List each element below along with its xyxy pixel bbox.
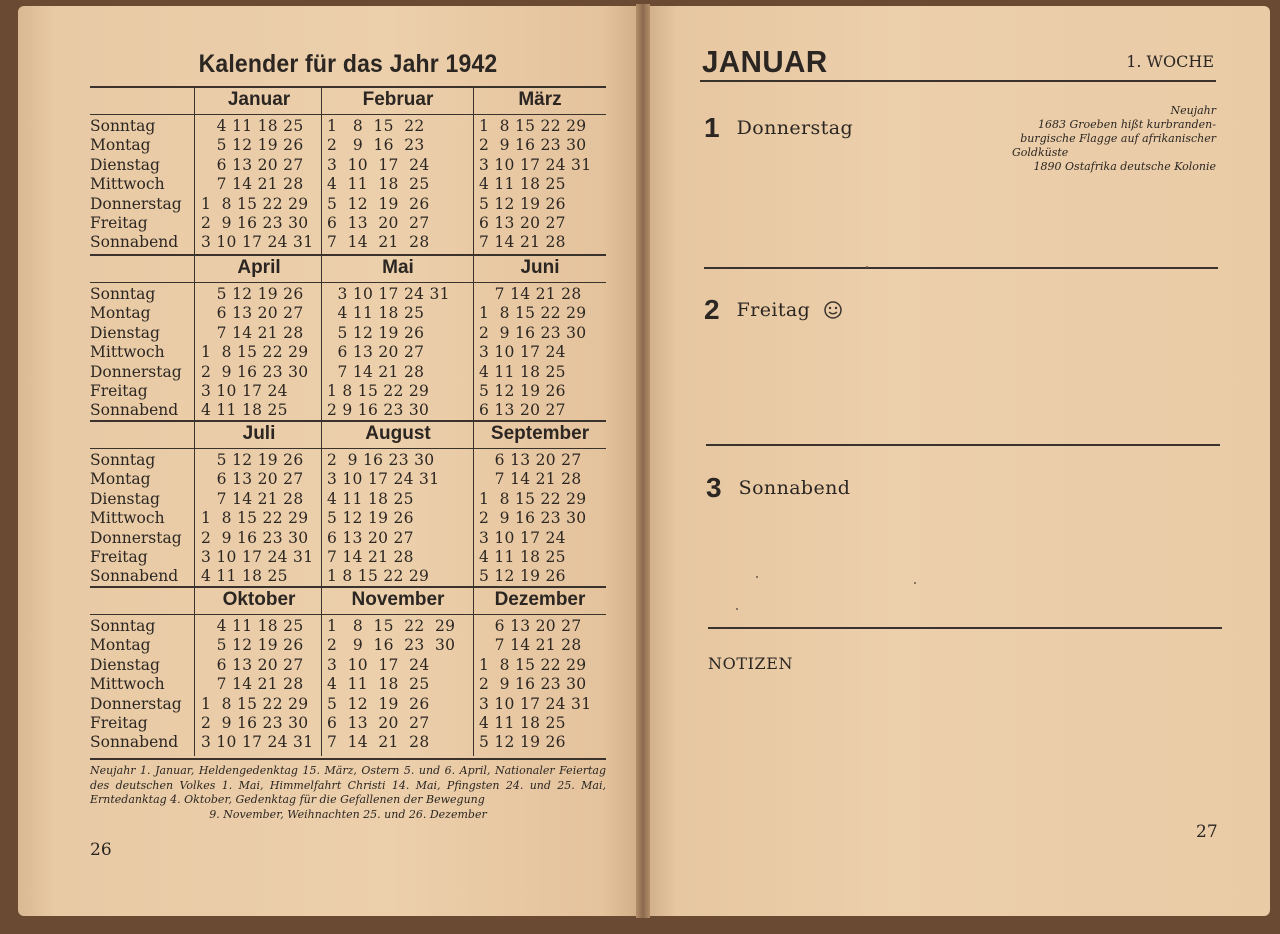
event-line-4: 1890 Ostafrika deutsche Kolonie	[1033, 160, 1216, 173]
date-row: 3 10 17 24 31	[201, 233, 314, 252]
calendar-bottom-rule	[90, 758, 606, 760]
date-row: 7 14 21 28	[479, 233, 566, 252]
date-row: 6 13 20 27	[479, 451, 582, 469]
weekday-label: Donnerstag	[90, 362, 182, 381]
date-row: 3 10 17 24 31	[479, 155, 592, 174]
holidays-footnote-main: Neujahr 1. Januar, Heldengedenktag 15. März, Ostern 5. und 6. April, Nationaler Feiertag des deutschen Volkes 1. Mai, Himmelfahrt Christi 14. Mai, Pfingsten 24. und 25. Mai, Erntedanktag 4. Oktober, Gedenktag für die Gefallenen der Bewegung	[90, 764, 606, 806]
header-underline	[90, 282, 606, 283]
date-row: 6 13 20 27	[327, 343, 425, 362]
column-divider	[194, 422, 195, 590]
weekday-label: Sonnabend	[90, 401, 179, 420]
date-row: 1 8 15 22 29	[327, 382, 430, 400]
header-rule	[700, 80, 1216, 82]
date-row: 4 11 18 25	[479, 175, 566, 194]
holidays-footnote	[90, 764, 606, 822]
date-row: 1 8 15 22 29	[479, 117, 587, 135]
date-row: 6 13 20 27	[479, 214, 566, 232]
date-row: 5 12 19 26	[479, 567, 566, 586]
date-row: 4 11 18 25	[479, 548, 566, 566]
event-line-3: Goldküste	[1012, 146, 1069, 159]
date-row: 1 8 15 22 29	[201, 509, 309, 528]
weekday-label: Dienstag	[90, 155, 160, 174]
date-row: 4 11 18 25	[479, 714, 566, 732]
weekday-label: Sonntag	[90, 117, 156, 135]
date-row: 4 11 18 25	[327, 489, 414, 508]
date-row: 7 14 21 28	[201, 489, 304, 508]
weekday-label: Donnerstag	[90, 194, 182, 213]
date-row: 2 9 16 23 30	[479, 509, 587, 528]
date-row: 7 14 21 28	[479, 636, 582, 655]
event-holiday: Neujahr	[1170, 104, 1216, 117]
page-number-right: 27	[1196, 822, 1218, 842]
day-number: 1	[704, 112, 720, 143]
date-row: 2 9 16 23 30	[479, 323, 587, 342]
calendar-quarter	[90, 420, 606, 590]
calendar-quarter	[90, 586, 606, 756]
date-row: 5 12 19 26	[327, 509, 414, 528]
date-row: 6 13 20 27	[479, 617, 582, 635]
date-row: 6 13 20 27	[479, 401, 566, 420]
date-row: 6 13 20 27	[201, 470, 304, 489]
date-row: 3 10 17 24 31	[201, 733, 314, 752]
date-row: 3 10 17 24	[327, 655, 430, 674]
date-row: 7 14 21 28	[201, 675, 304, 694]
date-row: 5 12 19 26	[201, 285, 304, 303]
month-header: März	[518, 89, 562, 110]
weekday-label: Freitag	[90, 214, 148, 232]
date-row: 4 11 18 25	[201, 117, 304, 135]
header-underline	[90, 614, 606, 615]
day-separator-rule	[704, 267, 1218, 269]
date-row: 7 14 21 28	[327, 733, 430, 752]
date-row: 2 9 16 23 30	[201, 714, 309, 732]
date-row: 5 12 19 26	[479, 733, 566, 752]
date-row: 4 11 18 25	[327, 175, 430, 194]
paper-speck	[736, 608, 738, 610]
date-row: 6 13 20 27	[201, 155, 304, 174]
month-header: Januar	[227, 89, 291, 110]
date-row: 3 10 17 24 31	[327, 470, 440, 489]
date-row: 2 9 16 23 30	[201, 528, 309, 547]
weekday-label: Montag	[90, 470, 151, 489]
weekday-label: Freitag	[90, 548, 148, 566]
date-row: 2 9 16 23 30	[327, 636, 456, 655]
weekday-label: Mittwoch	[90, 509, 165, 528]
weekday-label: Donnerstag	[90, 528, 182, 547]
month-title: JANUAR	[702, 44, 828, 79]
notes-label: NOTIZEN	[708, 654, 794, 673]
weekday-label: Sonnabend	[90, 733, 179, 752]
date-row: 5 12 19 26	[327, 194, 430, 213]
month-header: November	[351, 589, 445, 610]
date-row: 2 9 16 23 30	[479, 675, 587, 694]
day-entry-2	[704, 294, 843, 326]
date-row: 7 14 21 28	[479, 470, 582, 489]
weekday-label: Sonntag	[90, 285, 156, 303]
header-underline	[90, 114, 606, 115]
weekday-label: Sonntag	[90, 617, 156, 635]
date-row: 2 9 16 23 30	[201, 214, 309, 232]
weekday-label: Sonnabend	[90, 567, 179, 586]
weekday-label: Mittwoch	[90, 343, 165, 362]
date-row: 7 14 21 28	[201, 175, 304, 194]
date-row: 5 12 19 26	[201, 451, 304, 469]
date-row: 3 10 17 24	[479, 343, 566, 362]
weekday-label: Mittwoch	[90, 175, 165, 194]
week-label: 1. WOCHE	[1126, 52, 1214, 71]
month-header: Juli	[242, 423, 276, 444]
date-row: 3 10 17 24 31	[201, 548, 314, 566]
date-row: 6 13 20 27	[201, 655, 304, 674]
column-divider	[194, 256, 195, 424]
calendar-title: Kalender für das Jahr 1942	[198, 50, 498, 78]
event-line-1: 1683 Groeben hißt kurbranden-	[1038, 118, 1216, 131]
weekday-label: Dienstag	[90, 323, 160, 342]
date-row: 3 10 17 24 31	[327, 285, 450, 303]
day-number: 2	[704, 294, 720, 325]
date-row: 4 11 18 25	[201, 401, 288, 420]
date-row: 1 8 15 22	[327, 117, 425, 135]
paper-speck	[756, 576, 758, 578]
month-header: September	[490, 423, 590, 444]
date-row: 7 14 21 28	[327, 362, 425, 381]
weekday-label: Freitag	[90, 382, 148, 400]
weekday-label: Freitag	[90, 714, 148, 732]
weekday-label: Montag	[90, 136, 151, 155]
date-row: 1 8 15 22 29	[327, 617, 456, 635]
weekday-label: Donnerstag	[90, 694, 182, 713]
event-line-2: burgische Flagge auf afrikanischer	[1020, 132, 1216, 145]
paper-speck	[866, 266, 868, 268]
book-gutter	[636, 4, 650, 918]
holidays-footnote-last: 9. November, Weihnachten 25. und 26. Dezember	[209, 807, 487, 821]
weekday-label: Montag	[90, 304, 151, 323]
month-header: Oktober	[222, 589, 296, 610]
date-row: 1 8 15 22 29	[201, 694, 309, 713]
date-row: 5 12 19 26	[327, 323, 425, 342]
day-entry-1	[704, 112, 853, 144]
date-row: 5 12 19 26	[479, 194, 566, 213]
date-row: 4 11 18 25	[479, 362, 566, 381]
date-row: 7 14 21 28	[479, 285, 582, 303]
date-row: 7 14 21 28	[327, 548, 414, 566]
day-name: Freitag	[736, 299, 811, 321]
date-row: 6 13 20 27	[327, 714, 430, 732]
month-header: Juni	[520, 257, 560, 278]
date-row: 1 8 15 22 29	[201, 343, 309, 362]
weekday-label: Montag	[90, 636, 151, 655]
month-header: Februar	[362, 89, 434, 110]
month-header: April	[237, 257, 281, 278]
month-header: August	[365, 423, 431, 444]
day-name: Sonnabend	[738, 477, 851, 499]
column-divider	[194, 88, 195, 256]
weekday-label: Dienstag	[90, 655, 160, 674]
date-row: 3 10 17 24	[327, 155, 430, 174]
date-row: 5 12 19 26	[201, 136, 304, 155]
date-row: 1 8 15 22 29	[479, 655, 587, 674]
date-row: 4 11 18 25	[327, 304, 425, 323]
date-row: 7 14 21 28	[201, 323, 304, 342]
header-underline	[90, 448, 606, 449]
weekday-label: Dienstag	[90, 489, 160, 508]
weekday-label: Sonntag	[90, 451, 156, 469]
calendar-quarter	[90, 86, 606, 256]
weekday-label: Mittwoch	[90, 675, 165, 694]
date-row: 4 11 18 25	[201, 617, 304, 635]
date-row: 1 8 15 22 29	[201, 194, 309, 213]
day-number: 3	[706, 472, 722, 503]
date-row: 2 9 16 23 30	[327, 451, 435, 469]
day-name: Donnerstag	[736, 117, 854, 139]
date-row: 7 14 21 28	[327, 233, 430, 252]
date-row: 6 13 20 27	[201, 304, 304, 323]
date-row: 2 9 16 23 30	[479, 136, 587, 155]
date-row: 3 10 17 24 31	[479, 694, 592, 713]
date-row: 2 9 16 23 30	[201, 362, 309, 381]
calendar-quarter	[90, 254, 606, 424]
date-row: 2 9 16 23	[327, 136, 425, 155]
paper-speck	[914, 582, 916, 584]
date-row: 5 12 19 26	[327, 694, 430, 713]
date-row: 6 13 20 27	[327, 528, 414, 547]
date-row: 4 11 18 25	[327, 675, 430, 694]
date-row: 4 11 18 25	[201, 567, 288, 586]
month-header: Mai	[382, 257, 414, 278]
day-separator-rule	[708, 627, 1222, 629]
date-row: 3 10 17 24	[201, 382, 288, 400]
month-header: Dezember	[494, 589, 586, 610]
smiley-stamp-icon	[823, 300, 843, 320]
day-separator-rule	[706, 444, 1220, 446]
date-row: 3 10 17 24	[479, 528, 566, 547]
day-entry-3	[706, 472, 850, 504]
date-row: 1 8 15 22 29	[479, 489, 587, 508]
date-row: 2 9 16 23 30	[327, 401, 430, 420]
date-row: 5 12 19 26	[201, 636, 304, 655]
date-row: 6 13 20 27	[327, 214, 430, 232]
page-number-left: 26	[90, 840, 112, 860]
weekday-label: Sonnabend	[90, 233, 179, 252]
column-divider	[194, 588, 195, 756]
historical-events	[1000, 104, 1216, 174]
date-row: 1 8 15 22 29	[479, 304, 587, 323]
date-row: 1 8 15 22 29	[327, 567, 430, 586]
date-row: 5 12 19 26	[479, 382, 566, 400]
